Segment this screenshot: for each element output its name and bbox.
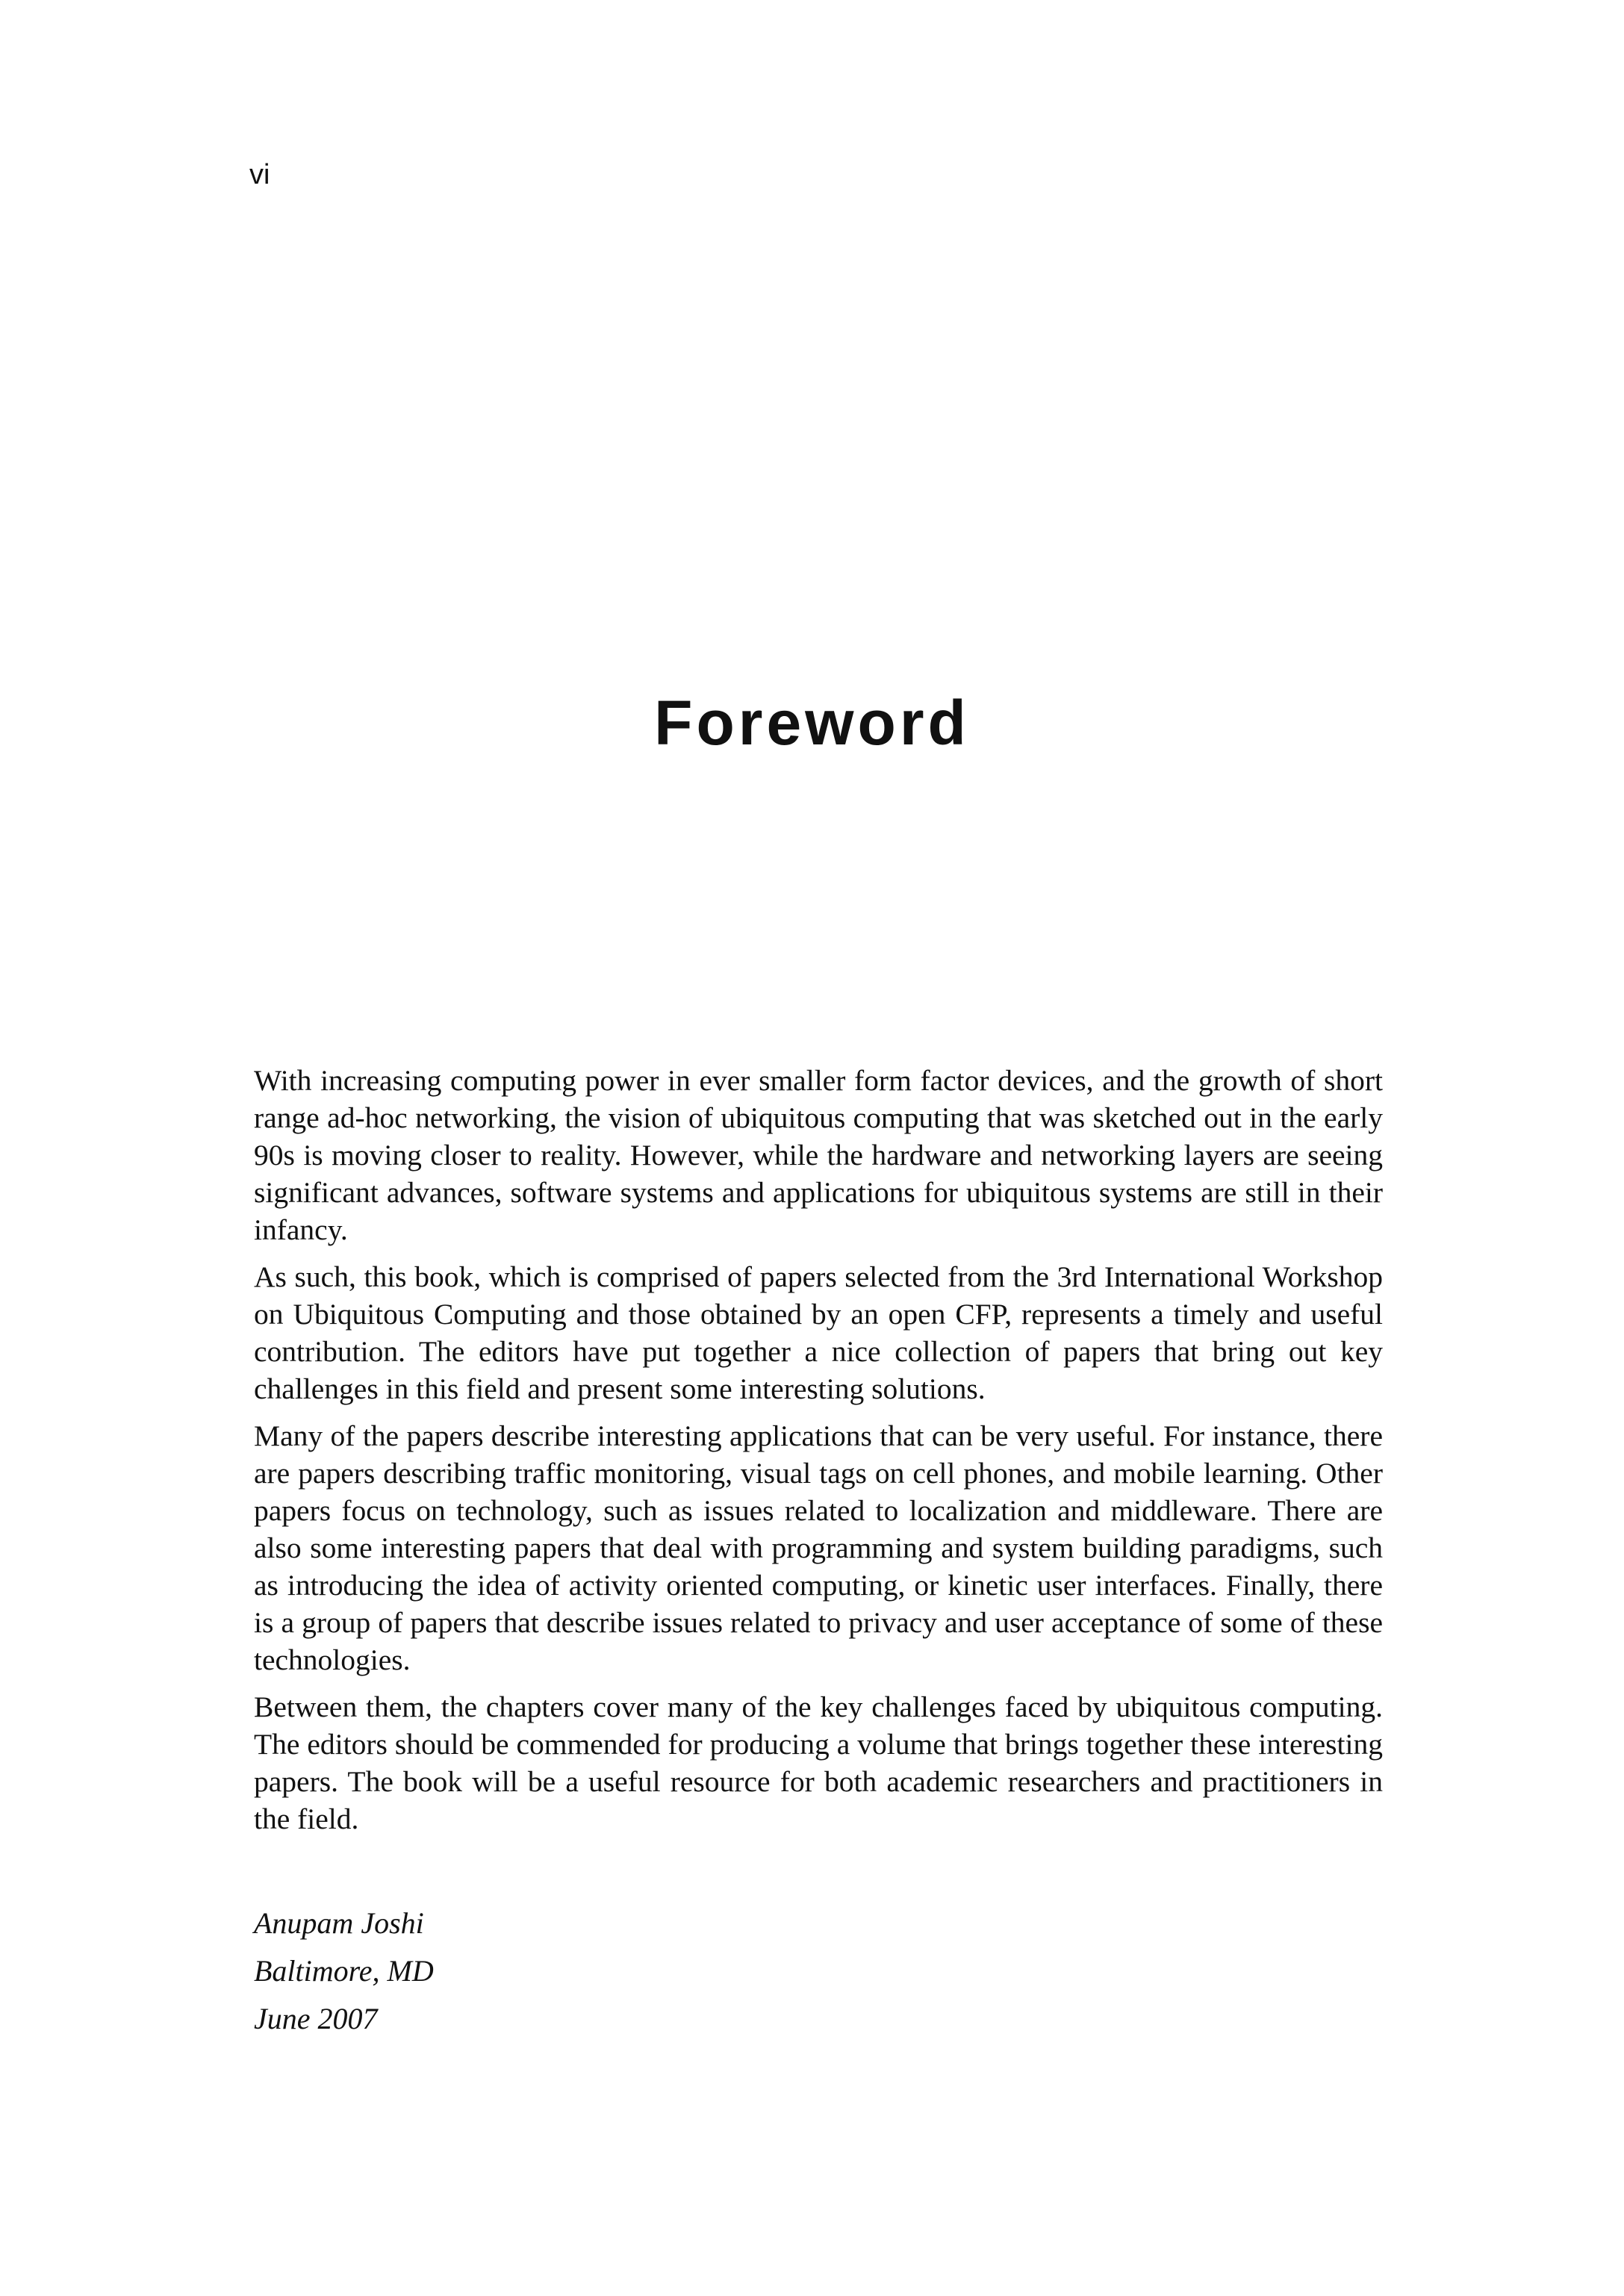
signature-block: [254, 1905, 434, 2048]
paragraph: With increasing computing power in ever smaller form factor devices, and the growth of short range ad-hoc networking, the vision of ubiquitous computing that was sketched out in the early 90s is moving closer to reality. However, while the hardware and networking layers are seeing significant advances, software systems and applications for ubiquitous systems are still in their infancy.: [254, 1064, 1383, 1246]
signature-date: June 2007: [254, 2002, 378, 2035]
page-title: Foreword: [654, 688, 970, 758]
paragraph: Between them, the chapters cover many of the key challenges faced by ubiquitous computing. The editors should be commended for producing a volume that brings together these interesting papers. The book will be a useful resource for both academic researchers and practitioners in the field.: [254, 1690, 1383, 1835]
signature-author: Anupam Joshi: [254, 1906, 424, 1940]
paragraph: As such, this book, which is comprised of papers selected from the 3rd International Workshop on Ubiquitous Computing and those obtained by an open CFP, represents a timely and useful contribution. The editors have put together a nice collection of papers that bring out key challenges in this field and present some interesting solutions.: [254, 1260, 1383, 1405]
signature-location: Baltimore, MD: [254, 1954, 434, 1988]
foreword-body: [254, 1062, 1383, 1847]
page-number: vi: [249, 159, 270, 190]
paragraph: Many of the papers describe interesting applications that can be very useful. For instance, there are papers describing traffic monitoring, visual tags on cell phones, and mobile learning. Other papers focus on technology, such as issues related to localization and middleware. There are also some interesting papers that deal with programming and system building paradigms, such as introducing the idea of activity oriented computing, or kinetic user interfaces. Finally, there is a group of papers that describe issues related to privacy and user acceptance of some of these technologies.: [254, 1419, 1383, 1676]
